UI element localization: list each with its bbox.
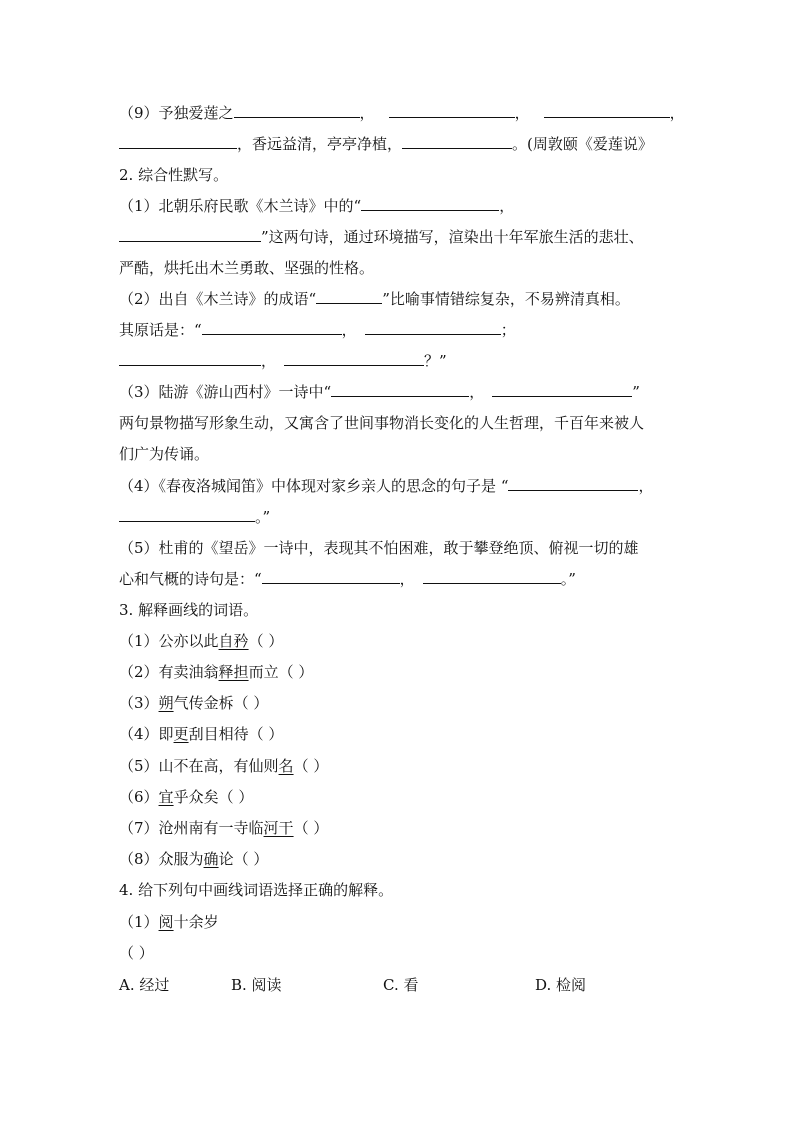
answer-blank[interactable] <box>389 103 515 118</box>
q4-item-1: （1）阅十余岁 <box>119 913 219 931</box>
q2-3-line3: 们广为传诵。 <box>119 445 210 463</box>
answer-blank[interactable] <box>119 227 261 242</box>
q1-9-line2: ，香远益清，亭亭净植， 。(周敦颐《爱莲说》 <box>119 134 653 154</box>
answer-blank[interactable] <box>262 569 400 584</box>
q3-item-3: （3）朔气传金柝（ ） <box>119 694 269 712</box>
q1-9-prefix: （9）予独爱莲之 <box>119 104 234 122</box>
q2-3-line1: （3）陆游《游山西村》一诗中“ ， ” <box>119 383 640 401</box>
answer-blank[interactable] <box>361 196 499 211</box>
underlined-word: 宜 <box>158 788 174 806</box>
q2-4-line2: 。” <box>119 507 270 527</box>
q3-item-1: （1）公亦以此自矜（ ） <box>119 632 284 650</box>
q3-item-2: （2）有卖油翁释担而立（ ） <box>119 663 314 681</box>
answer-blank[interactable] <box>402 134 512 149</box>
answer-blank[interactable] <box>365 320 501 335</box>
option-c[interactable]: C. 看 <box>383 976 419 994</box>
option-b[interactable]: B. 阅读 <box>231 976 282 994</box>
q2-title: 2. 综合性默写。 <box>119 166 229 184</box>
answer-blank[interactable] <box>508 476 638 491</box>
q2-1-line1: （1）北朝乐府民歌《木兰诗》中的“ ， <box>119 197 515 215</box>
underlined-word: 河干 <box>263 819 294 837</box>
q3-item-6: （6）宜乎众矣（ ） <box>119 788 254 806</box>
answer-blank[interactable] <box>119 507 255 522</box>
answer-blank[interactable] <box>544 103 670 118</box>
underlined-word: 更 <box>173 725 189 743</box>
q2-4-line1: （4）《春夜洛城闻笛》中体现对家乡亲人的思念的句子是 “ ， <box>119 477 654 495</box>
q3-item-4: （4）即更刮目相待（ ） <box>119 725 284 743</box>
answer-blank[interactable] <box>316 289 382 304</box>
answer-blank[interactable] <box>119 351 261 366</box>
answer-blank[interactable] <box>119 134 237 149</box>
q2-2-line1: （2）出自《木兰诗》的成语“ ”比喻事情错综复杂，不易辨清真相。 <box>119 290 630 308</box>
q4-answer-paren[interactable]: （ ） <box>119 944 154 962</box>
q3-title: 3. 解释画线的词语。 <box>119 601 259 619</box>
answer-blank[interactable] <box>423 569 561 584</box>
q2-3-line2: 两句景物描写形象生动，又寓含了世间事物消长变化的人生哲理，千百年来被人 <box>119 414 645 432</box>
underlined-word: 朔 <box>158 694 174 712</box>
q2-2-line2: 其原话是：“ ， ； <box>119 321 516 339</box>
q3-item-8: （8）众服为确论（ ） <box>119 850 269 868</box>
underlined-word: 释担 <box>218 663 249 681</box>
q3-item-7: （7）沧州南有一寺临河干（ ） <box>119 819 329 837</box>
q4-title: 4. 给下列句中画线词语选择正确的解释。 <box>119 881 394 899</box>
q3-item-5: （5）山不在高，有仙则名（ ） <box>119 757 329 775</box>
answer-blank[interactable] <box>492 382 632 397</box>
q2-1-line2: ”这两句诗，通过环境描写，渲染出十年军旅生活的悲壮、 <box>119 227 644 247</box>
answer-blank[interactable] <box>331 382 469 397</box>
q1-9-line1: （9）予独爱莲之 ， ， ， <box>119 104 685 122</box>
answer-blank[interactable] <box>234 103 360 118</box>
q2-5-line2: 心和气概的诗句是：“ ， 。” <box>119 570 576 588</box>
answer-blank[interactable] <box>202 320 342 335</box>
q2-2-line3: ， ？” <box>119 351 447 371</box>
underlined-word: 名 <box>278 757 294 775</box>
option-a[interactable]: A. 经过 <box>119 976 170 994</box>
underlined-word: 确 <box>203 850 219 868</box>
underlined-word: 阅 <box>158 913 174 931</box>
underlined-word: 自矜 <box>218 632 249 650</box>
q2-5-line1: （5）杜甫的《望岳》一诗中，表现其不怕困难，敢于攀登绝顶、俯视一切的雄 <box>119 539 639 557</box>
q2-1-line3: 严酷，烘托出木兰勇敢、坚强的性格。 <box>119 259 375 277</box>
answer-blank[interactable] <box>284 351 424 366</box>
option-d[interactable]: D. 检阅 <box>535 976 587 994</box>
